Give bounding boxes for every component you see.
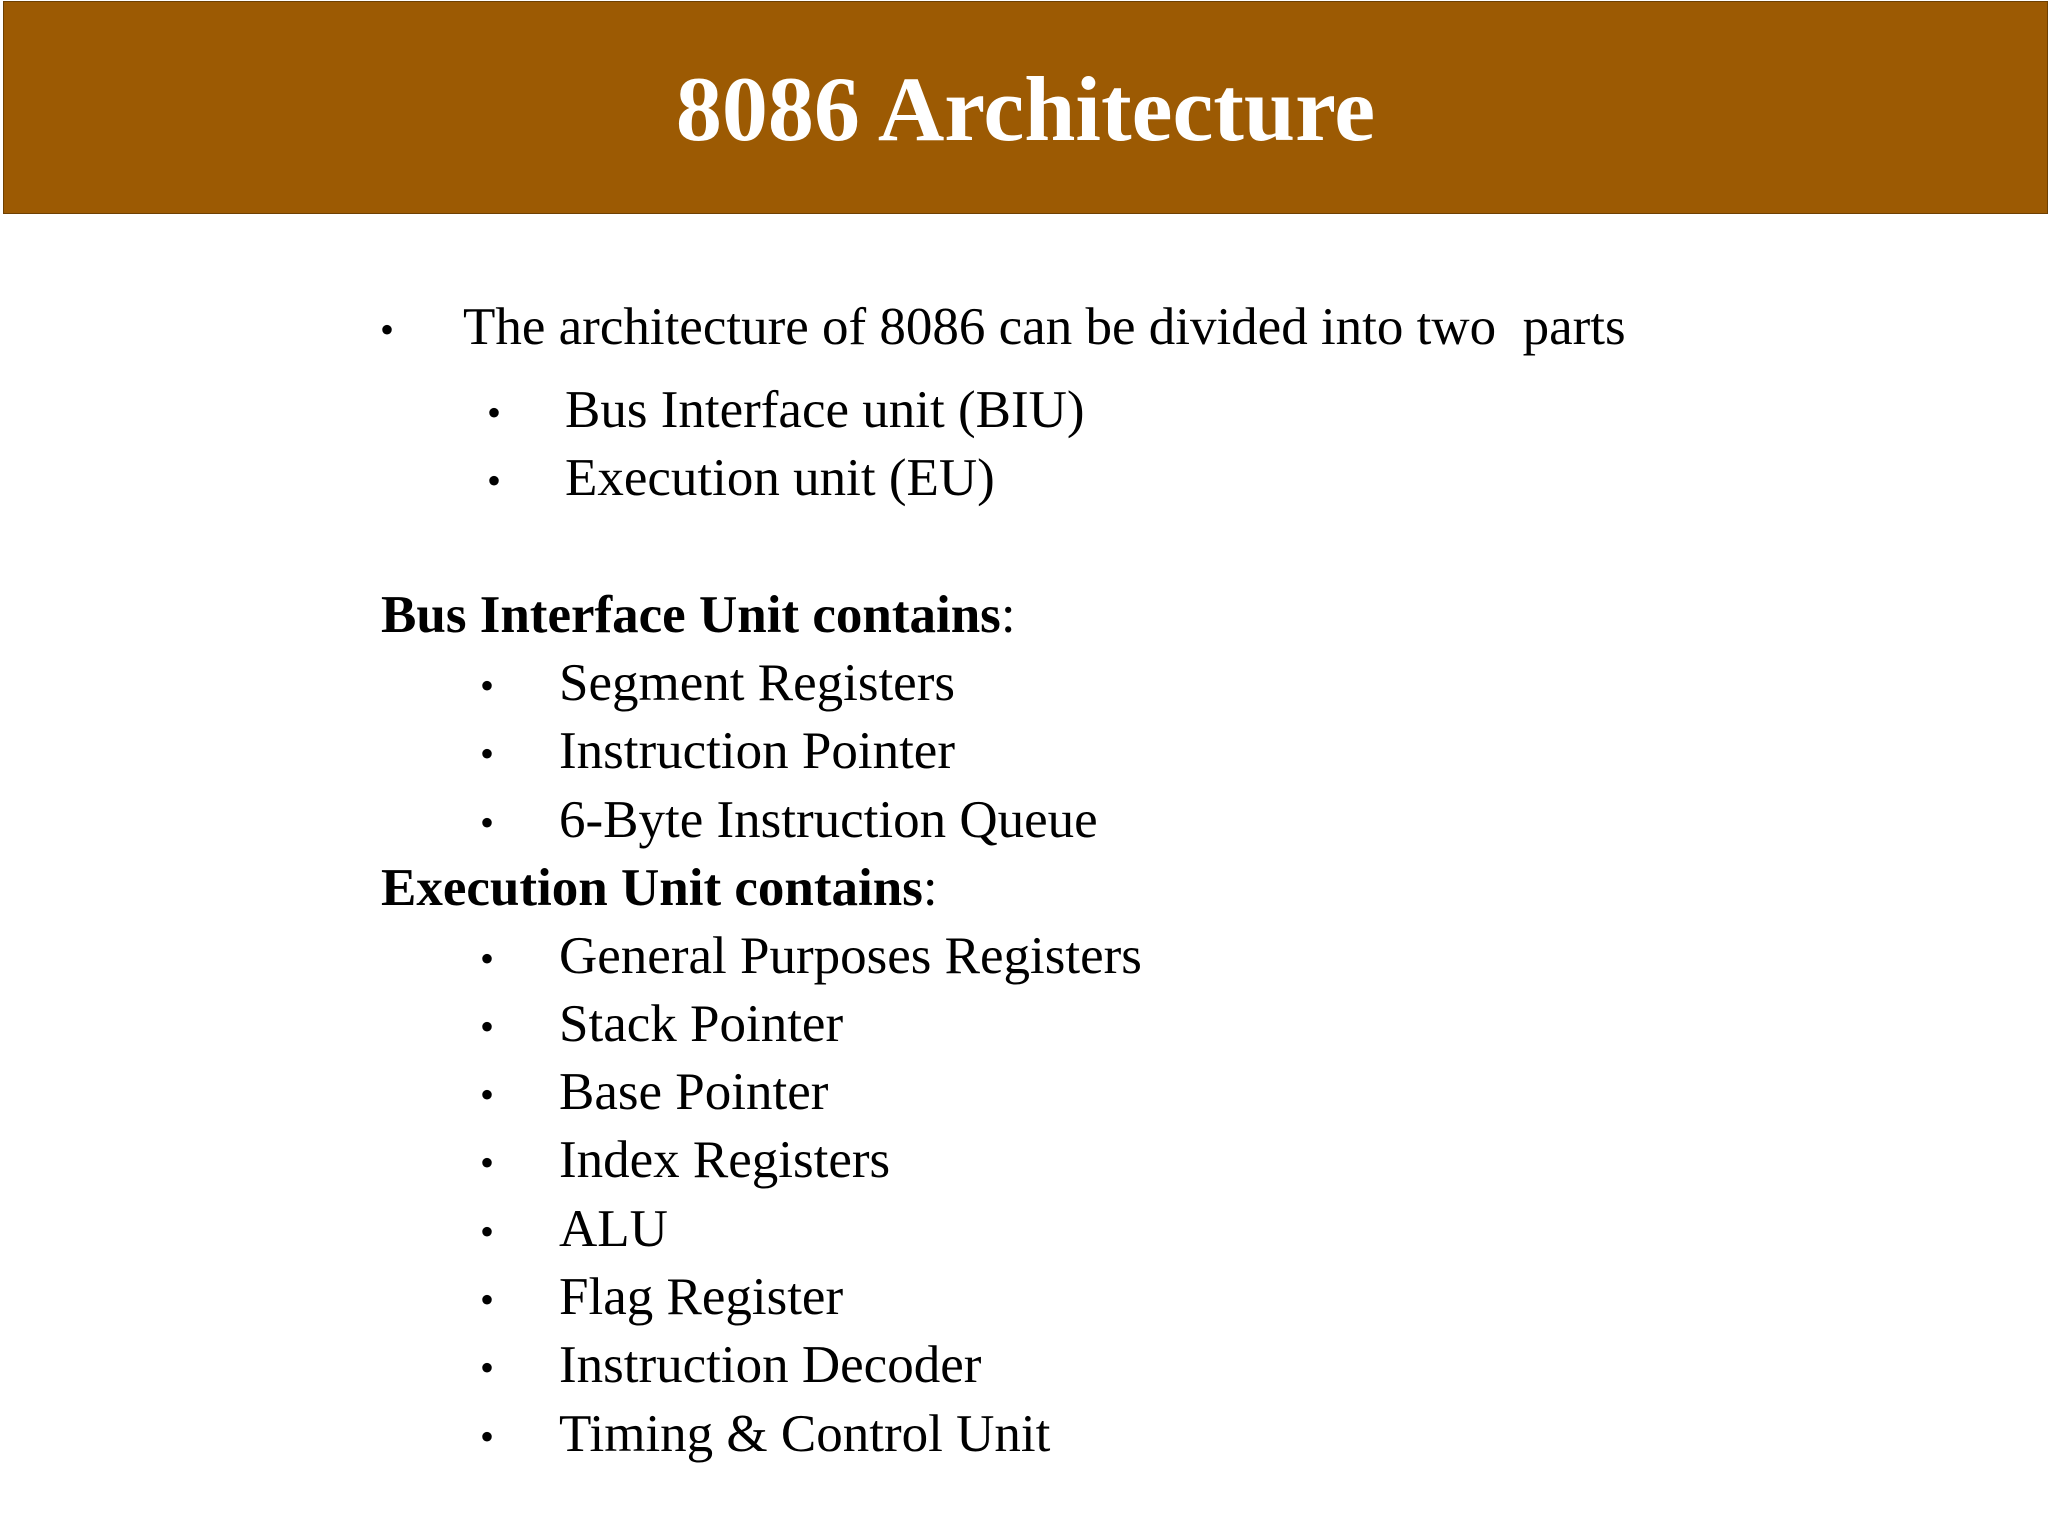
bullet-icon: • [480, 1345, 495, 1390]
eu-item: ALU [559, 1200, 668, 1258]
bullet-icon: • [487, 458, 502, 503]
biu-heading-text: Bus Interface Unit contains [381, 586, 1001, 644]
biu-heading [381, 586, 1016, 644]
eu-item: Base Pointer [559, 1063, 829, 1121]
bullet-icon: • [480, 1277, 495, 1322]
eu-item: Timing & Control Unit [559, 1405, 1051, 1463]
eu-item: Instruction Decoder [559, 1336, 982, 1394]
bullet-icon: • [487, 390, 502, 435]
biu-item: 6-Byte Instruction Queue [559, 791, 1098, 849]
eu-item: Index Registers [559, 1131, 891, 1189]
biu-item: Instruction Pointer [559, 722, 955, 780]
eu-item: Stack Pointer [559, 995, 844, 1053]
bullet-icon: • [480, 1072, 495, 1117]
eu-item: Flag Register [559, 1268, 844, 1326]
bullet-icon: • [480, 731, 495, 776]
bullet-icon: • [380, 307, 395, 352]
eu-heading [381, 859, 938, 917]
biu-heading-colon: : [1000, 586, 1016, 644]
bullet-icon: • [480, 936, 495, 981]
biu-item: Segment Registers [559, 654, 955, 712]
bullet-icon: • [480, 800, 495, 845]
intro-text: The architecture of 8086 can be divided into two parts [463, 298, 1626, 356]
slide-title: 8086 Architecture [675, 57, 1376, 160]
eu-heading-text: Execution Unit contains [381, 859, 923, 917]
eu-item: General Purposes Registers [559, 927, 1142, 985]
bullet-icon: • [480, 1004, 495, 1049]
bullet-icon: • [480, 1414, 495, 1459]
bullet-icon: • [480, 1140, 495, 1185]
eu-heading-colon: : [922, 859, 938, 917]
bullet-icon: • [480, 1209, 495, 1254]
bullet-icon: • [480, 663, 495, 708]
part-biu: Bus Interface unit (BIU) [565, 381, 1085, 439]
part-eu: Execution unit (EU) [565, 449, 995, 507]
